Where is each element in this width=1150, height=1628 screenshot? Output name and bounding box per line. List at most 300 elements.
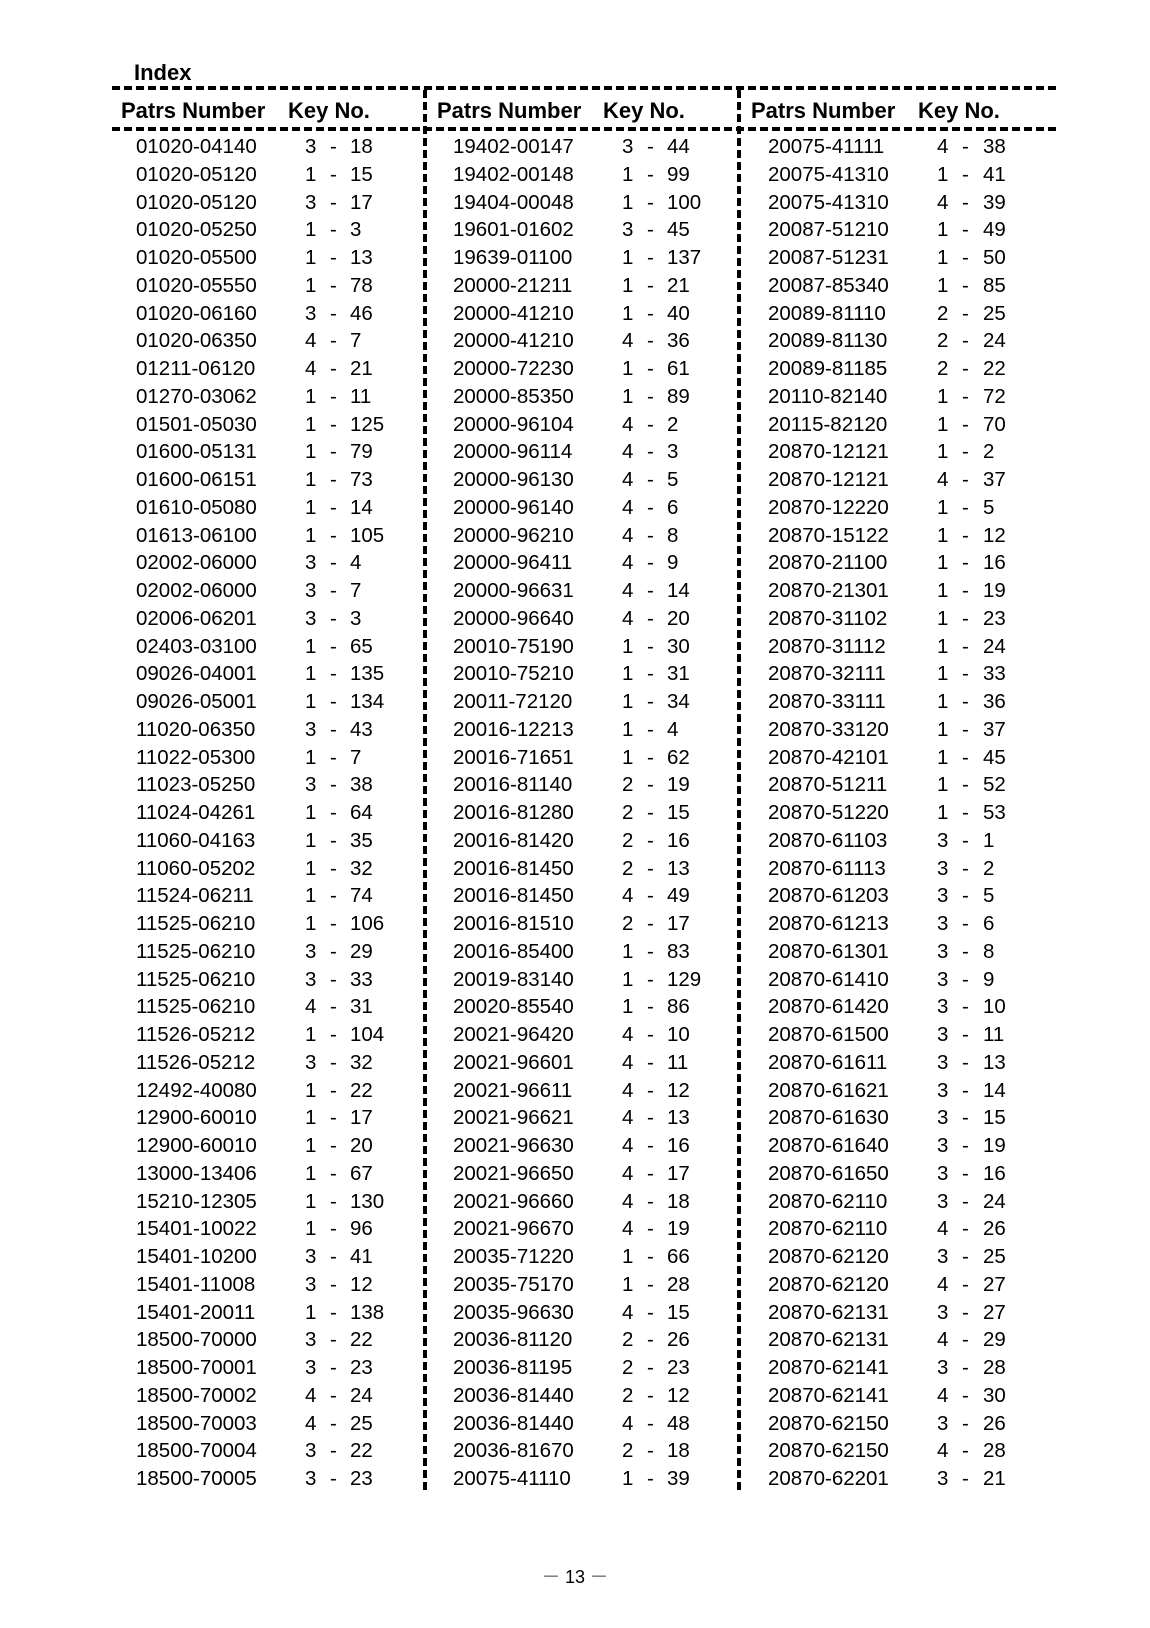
part-number: 11023-05250 bbox=[136, 773, 256, 797]
key-number: 3 bbox=[667, 440, 679, 464]
key-section: 1 bbox=[305, 662, 317, 686]
key-number: 12 bbox=[667, 1078, 690, 1102]
key-number: 16 bbox=[983, 1161, 1006, 1185]
key-section: 1 bbox=[937, 218, 949, 242]
key-separator: - bbox=[962, 440, 969, 464]
part-number: 20000-96210 bbox=[453, 523, 574, 547]
key-number: 74 bbox=[350, 884, 373, 908]
key-number: 49 bbox=[667, 884, 690, 908]
key-number: 22 bbox=[350, 1328, 373, 1352]
part-number: 20870-62150 bbox=[768, 1411, 889, 1435]
key-separator: - bbox=[330, 1161, 337, 1185]
key-number: 17 bbox=[667, 1161, 690, 1185]
key-separator: - bbox=[962, 1411, 969, 1435]
key-number: 129 bbox=[667, 967, 702, 991]
key-section: 3 bbox=[937, 1134, 949, 1157]
key-separator: - bbox=[962, 495, 969, 519]
part-number: 19404-00048 bbox=[453, 190, 574, 214]
key-section: 4 bbox=[622, 1189, 634, 1213]
key-section: 2 bbox=[622, 856, 634, 880]
key-number: 19 bbox=[667, 773, 690, 797]
part-number: 11024-04261 bbox=[136, 801, 256, 824]
key-separator: - bbox=[647, 1078, 654, 1102]
key-number: 12 bbox=[667, 1383, 690, 1407]
key-section: 4 bbox=[937, 1272, 949, 1296]
part-number: 20870-33120 bbox=[768, 717, 889, 741]
key-separator: - bbox=[962, 579, 969, 602]
part-number: 20087-51231 bbox=[768, 246, 889, 269]
key-separator: - bbox=[962, 745, 969, 769]
key-section: 3 bbox=[937, 884, 949, 908]
key-number: 50 bbox=[983, 246, 1006, 269]
key-section: 1 bbox=[622, 273, 634, 297]
key-section: 3 bbox=[305, 1245, 317, 1268]
key-number: 40 bbox=[667, 301, 690, 325]
key-number: 4 bbox=[350, 551, 362, 575]
key-separator: - bbox=[330, 551, 337, 575]
key-number: 26 bbox=[667, 1328, 690, 1352]
part-number: 20870-31112 bbox=[768, 634, 886, 658]
part-number: 19402-00147 bbox=[453, 135, 574, 158]
key-number: 23 bbox=[350, 1467, 373, 1490]
key-number: 61 bbox=[667, 357, 690, 380]
part-number: 20870-42101 bbox=[768, 745, 889, 769]
key-section: 3 bbox=[305, 967, 317, 991]
col3-part-header: Patrs Number bbox=[751, 98, 896, 123]
part-number: 20087-51210 bbox=[768, 218, 889, 242]
part-number: 01600-05131 bbox=[136, 440, 257, 464]
part-number: 02403-03100 bbox=[136, 634, 257, 658]
part-number: 18500-70004 bbox=[136, 1439, 257, 1463]
key-number: 12 bbox=[350, 1272, 373, 1296]
key-separator: - bbox=[962, 1023, 969, 1046]
part-number: 19601-01602 bbox=[453, 218, 574, 242]
key-separator: - bbox=[962, 634, 969, 658]
key-separator: - bbox=[647, 1050, 654, 1074]
key-section: 4 bbox=[622, 606, 634, 630]
key-number: 65 bbox=[350, 634, 373, 658]
key-section: 3 bbox=[305, 939, 317, 963]
part-number: 11525-06210 bbox=[136, 967, 256, 991]
part-number: 02002-06000 bbox=[136, 579, 257, 602]
part-number: 20870-62131 bbox=[768, 1328, 889, 1352]
part-number: 20021-96621 bbox=[453, 1106, 574, 1130]
col1-key-header: Key No. bbox=[288, 98, 370, 123]
key-number: 8 bbox=[983, 939, 995, 963]
key-number: 22 bbox=[350, 1078, 373, 1102]
key-separator: - bbox=[330, 1383, 337, 1407]
key-section: 1 bbox=[622, 745, 634, 769]
key-separator: - bbox=[962, 384, 969, 408]
key-separator: - bbox=[330, 384, 337, 408]
key-separator: - bbox=[330, 634, 337, 658]
key-separator: - bbox=[962, 967, 969, 991]
key-number: 19 bbox=[667, 1217, 690, 1241]
key-number: 23 bbox=[983, 606, 1006, 630]
key-section: 4 bbox=[305, 357, 317, 380]
key-number: 78 bbox=[350, 273, 373, 297]
key-section: 3 bbox=[305, 190, 317, 214]
key-section: 4 bbox=[622, 468, 634, 491]
key-section: 4 bbox=[305, 1383, 317, 1407]
key-separator: - bbox=[330, 301, 337, 325]
key-section: 4 bbox=[622, 551, 634, 575]
key-section: 3 bbox=[305, 579, 317, 602]
key-section: 3 bbox=[305, 606, 317, 630]
part-number: 20011-72120 bbox=[453, 690, 573, 713]
key-section: 2 bbox=[937, 329, 949, 353]
key-number: 13 bbox=[350, 246, 373, 269]
key-section: 1 bbox=[305, 412, 317, 436]
key-separator: - bbox=[330, 190, 337, 214]
part-number: 01211-06120 bbox=[136, 357, 256, 380]
key-number: 43 bbox=[350, 717, 373, 741]
key-section: 1 bbox=[937, 773, 949, 797]
part-number: 11526-05212 bbox=[136, 1023, 256, 1046]
key-number: 30 bbox=[667, 634, 690, 658]
key-section: 3 bbox=[305, 1467, 317, 1490]
key-number: 32 bbox=[350, 1050, 373, 1074]
part-number: 20870-61650 bbox=[768, 1161, 889, 1185]
key-number: 3 bbox=[350, 606, 362, 630]
part-number: 19402-00148 bbox=[453, 162, 574, 186]
key-section: 2 bbox=[622, 1383, 634, 1407]
part-number: 20870-51211 bbox=[768, 773, 888, 797]
key-number: 134 bbox=[350, 690, 385, 713]
key-separator: - bbox=[647, 162, 654, 186]
key-number: 39 bbox=[667, 1467, 690, 1490]
key-section: 3 bbox=[937, 1023, 949, 1046]
key-section: 2 bbox=[622, 828, 634, 852]
key-section: 1 bbox=[305, 162, 317, 186]
key-section: 3 bbox=[305, 1439, 317, 1463]
key-separator: - bbox=[962, 1189, 969, 1213]
key-section: 4 bbox=[622, 1134, 634, 1157]
key-section: 1 bbox=[305, 801, 317, 824]
key-section: 3 bbox=[937, 856, 949, 880]
key-number: 25 bbox=[983, 1245, 1006, 1268]
key-section: 1 bbox=[305, 912, 317, 935]
key-number: 67 bbox=[350, 1161, 373, 1185]
key-number: 64 bbox=[350, 801, 373, 824]
key-separator: - bbox=[962, 995, 969, 1019]
key-number: 1 bbox=[983, 828, 995, 852]
part-number: 20870-61410 bbox=[768, 967, 889, 991]
key-number: 62 bbox=[667, 745, 690, 769]
key-separator: - bbox=[330, 329, 337, 353]
key-section: 1 bbox=[305, 523, 317, 547]
key-number: 100 bbox=[667, 190, 702, 214]
part-number: 01020-05120 bbox=[136, 190, 257, 214]
key-section: 2 bbox=[937, 301, 949, 325]
key-number: 49 bbox=[983, 218, 1006, 242]
key-number: 32 bbox=[350, 856, 373, 880]
key-separator: - bbox=[962, 551, 969, 575]
key-number: 46 bbox=[350, 301, 373, 325]
key-separator: - bbox=[962, 273, 969, 297]
key-section: 1 bbox=[305, 1161, 317, 1185]
part-number: 01270-03062 bbox=[136, 384, 257, 408]
key-section: 1 bbox=[622, 690, 634, 713]
key-separator: - bbox=[962, 190, 969, 214]
part-number: 20000-96640 bbox=[453, 606, 574, 630]
key-section: 1 bbox=[305, 1134, 317, 1157]
key-section: 1 bbox=[305, 246, 317, 269]
key-number: 2 bbox=[667, 412, 679, 436]
key-number: 33 bbox=[983, 662, 1006, 686]
part-number: 20016-81450 bbox=[453, 856, 574, 880]
key-separator: - bbox=[647, 1272, 654, 1296]
key-section: 4 bbox=[622, 1106, 634, 1130]
key-separator: - bbox=[962, 606, 969, 630]
key-section: 3 bbox=[305, 717, 317, 741]
key-separator: - bbox=[962, 1161, 969, 1185]
key-separator: - bbox=[962, 218, 969, 242]
key-section: 4 bbox=[622, 1161, 634, 1185]
key-number: 16 bbox=[667, 1134, 690, 1157]
key-section: 1 bbox=[305, 1078, 317, 1102]
part-number: 20870-62150 bbox=[768, 1439, 889, 1463]
key-separator: - bbox=[330, 162, 337, 186]
key-section: 3 bbox=[937, 912, 949, 935]
key-separator: - bbox=[647, 412, 654, 436]
key-number: 14 bbox=[350, 495, 373, 519]
key-number: 86 bbox=[667, 995, 690, 1019]
key-separator: - bbox=[647, 246, 654, 269]
part-number: 20870-61630 bbox=[768, 1106, 889, 1130]
key-number: 10 bbox=[667, 1023, 690, 1046]
key-separator: - bbox=[647, 828, 654, 852]
key-separator: - bbox=[330, 1245, 337, 1268]
key-section: 1 bbox=[622, 162, 634, 186]
key-separator: - bbox=[647, 579, 654, 602]
key-section: 3 bbox=[937, 967, 949, 991]
key-section: 3 bbox=[305, 773, 317, 797]
part-number: 01501-05030 bbox=[136, 412, 257, 436]
key-number: 26 bbox=[983, 1411, 1006, 1435]
key-number: 17 bbox=[350, 1106, 373, 1130]
key-number: 2 bbox=[983, 856, 995, 880]
part-number: 11060-04163 bbox=[136, 828, 256, 852]
key-number: 15 bbox=[983, 1106, 1006, 1130]
part-number: 15401-10022 bbox=[136, 1217, 257, 1241]
key-section: 1 bbox=[305, 1300, 317, 1324]
part-number: 20016-71651 bbox=[453, 745, 574, 769]
key-section: 4 bbox=[305, 995, 317, 1019]
key-separator: - bbox=[330, 135, 337, 158]
key-section: 3 bbox=[305, 135, 317, 158]
part-number: 20870-12121 bbox=[768, 440, 889, 464]
key-separator: - bbox=[647, 856, 654, 880]
part-number: 20870-51220 bbox=[768, 801, 889, 824]
key-separator: - bbox=[962, 162, 969, 186]
part-number: 20089-81110 bbox=[768, 301, 886, 325]
key-separator: - bbox=[962, 884, 969, 908]
key-separator: - bbox=[647, 1300, 654, 1324]
key-number: 5 bbox=[983, 495, 995, 519]
key-separator: - bbox=[330, 357, 337, 380]
key-section: 1 bbox=[622, 939, 634, 963]
key-section: 1 bbox=[937, 273, 949, 297]
key-section: 1 bbox=[305, 1023, 317, 1046]
part-number: 15401-11008 bbox=[136, 1272, 256, 1296]
part-number: 20870-61640 bbox=[768, 1134, 889, 1157]
key-separator: - bbox=[647, 1023, 654, 1046]
key-separator: - bbox=[647, 135, 654, 158]
column-divider-1 bbox=[423, 90, 427, 1490]
key-number: 6 bbox=[983, 912, 995, 935]
key-separator: - bbox=[330, 690, 337, 713]
key-section: 4 bbox=[622, 412, 634, 436]
key-separator: - bbox=[330, 412, 337, 436]
part-number: 20016-85400 bbox=[453, 939, 574, 963]
key-number: 18 bbox=[667, 1439, 690, 1463]
key-section: 1 bbox=[305, 634, 317, 658]
key-separator: - bbox=[647, 717, 654, 741]
col3-key-header: Key No. bbox=[918, 98, 1000, 123]
index-title: Index bbox=[134, 60, 192, 85]
col2-part-header: Patrs Number bbox=[437, 98, 582, 123]
key-section: 1 bbox=[305, 495, 317, 519]
part-number: 20870-61103 bbox=[768, 828, 888, 852]
key-number: 13 bbox=[983, 1050, 1006, 1074]
part-number: 15210-12305 bbox=[136, 1189, 257, 1213]
key-separator: - bbox=[330, 1050, 337, 1074]
key-separator: - bbox=[962, 1383, 969, 1407]
key-section: 3 bbox=[622, 135, 634, 158]
key-number: 104 bbox=[350, 1023, 385, 1046]
part-number: 20000-96114 bbox=[453, 440, 573, 464]
key-number: 29 bbox=[983, 1328, 1006, 1352]
key-section: 3 bbox=[305, 1328, 317, 1352]
part-number: 18500-70000 bbox=[136, 1328, 257, 1352]
key-separator: - bbox=[330, 495, 337, 519]
key-separator: - bbox=[647, 1356, 654, 1379]
key-number: 20 bbox=[350, 1134, 373, 1157]
part-number: 18500-70002 bbox=[136, 1383, 257, 1407]
key-section: 1 bbox=[622, 357, 634, 380]
key-separator: - bbox=[647, 1189, 654, 1213]
key-number: 36 bbox=[983, 690, 1006, 713]
key-section: 1 bbox=[937, 579, 949, 602]
key-section: 3 bbox=[937, 939, 949, 963]
key-separator: - bbox=[962, 690, 969, 713]
key-separator: - bbox=[962, 801, 969, 824]
key-section: 1 bbox=[622, 1467, 634, 1490]
key-number: 14 bbox=[983, 1078, 1006, 1102]
part-number: 20870-32111 bbox=[768, 662, 886, 686]
key-section: 4 bbox=[622, 884, 634, 908]
key-number: 83 bbox=[667, 939, 690, 963]
part-number: 20021-96601 bbox=[453, 1050, 574, 1074]
key-number: 25 bbox=[350, 1411, 373, 1435]
key-number: 130 bbox=[350, 1189, 385, 1213]
key-separator: - bbox=[962, 1106, 969, 1130]
key-section: 1 bbox=[305, 828, 317, 852]
key-section: 4 bbox=[622, 1217, 634, 1241]
key-separator: - bbox=[647, 773, 654, 797]
key-separator: - bbox=[330, 995, 337, 1019]
key-separator: - bbox=[330, 1023, 337, 1046]
key-separator: - bbox=[647, 357, 654, 380]
key-section: 1 bbox=[305, 1189, 317, 1213]
part-number: 01020-06350 bbox=[136, 329, 257, 353]
part-number: 20016-81420 bbox=[453, 828, 574, 852]
key-number: 38 bbox=[983, 135, 1006, 158]
key-number: 22 bbox=[350, 1439, 373, 1463]
key-separator: - bbox=[962, 939, 969, 963]
key-number: 27 bbox=[983, 1300, 1006, 1324]
key-separator: - bbox=[330, 745, 337, 769]
key-number: 16 bbox=[667, 828, 690, 852]
key-section: 1 bbox=[937, 690, 949, 713]
part-number: 11526-05212 bbox=[136, 1050, 256, 1074]
part-number: 01610-05080 bbox=[136, 495, 257, 519]
key-number: 18 bbox=[350, 135, 373, 158]
key-number: 44 bbox=[667, 135, 690, 158]
key-section: 3 bbox=[305, 1272, 317, 1296]
part-number: 01020-05250 bbox=[136, 218, 257, 242]
key-separator: - bbox=[647, 1217, 654, 1241]
key-section: 1 bbox=[622, 967, 634, 991]
col1-part-header: Patrs Number bbox=[121, 98, 266, 123]
key-number: 17 bbox=[667, 912, 690, 935]
key-number: 15 bbox=[350, 162, 373, 186]
part-number: 20010-75210 bbox=[453, 662, 574, 686]
key-section: 1 bbox=[937, 745, 949, 769]
key-separator: - bbox=[962, 1300, 969, 1324]
key-separator: - bbox=[330, 1272, 337, 1296]
part-number: 20000-21211 bbox=[453, 273, 573, 297]
key-section: 1 bbox=[622, 662, 634, 686]
part-number: 20870-61113 bbox=[768, 856, 886, 880]
key-section: 3 bbox=[305, 1356, 317, 1379]
part-number: 20019-83140 bbox=[453, 967, 574, 991]
part-number: 20035-71220 bbox=[453, 1245, 574, 1268]
key-number: 15 bbox=[667, 801, 690, 824]
part-number: 20870-61500 bbox=[768, 1023, 889, 1046]
key-number: 41 bbox=[350, 1245, 373, 1268]
key-separator: - bbox=[647, 801, 654, 824]
key-number: 31 bbox=[350, 995, 373, 1019]
key-separator: - bbox=[647, 1383, 654, 1407]
key-number: 33 bbox=[350, 967, 373, 991]
key-section: 1 bbox=[937, 440, 949, 464]
key-section: 1 bbox=[305, 440, 317, 464]
key-section: 3 bbox=[937, 1161, 949, 1185]
key-section: 3 bbox=[305, 551, 317, 575]
key-number: 37 bbox=[983, 468, 1006, 491]
part-number: 11060-05202 bbox=[136, 856, 256, 880]
part-number: 20036-81440 bbox=[453, 1411, 574, 1435]
part-number: 20870-62110 bbox=[768, 1217, 888, 1241]
key-number: 135 bbox=[350, 662, 385, 686]
key-separator: - bbox=[962, 1134, 969, 1157]
part-number: 20020-85540 bbox=[453, 995, 574, 1019]
key-number: 39 bbox=[983, 190, 1006, 214]
key-separator: - bbox=[962, 662, 969, 686]
key-section: 4 bbox=[937, 1328, 949, 1352]
key-separator: - bbox=[647, 190, 654, 214]
part-number: 20870-61213 bbox=[768, 912, 889, 935]
key-section: 1 bbox=[937, 717, 949, 741]
key-section: 3 bbox=[937, 995, 949, 1019]
part-number: 20010-75190 bbox=[453, 634, 574, 658]
part-number: 20021-96650 bbox=[453, 1161, 574, 1185]
part-number: 20870-12220 bbox=[768, 495, 889, 519]
key-number: 28 bbox=[983, 1356, 1006, 1379]
part-number: 20021-96630 bbox=[453, 1134, 574, 1157]
